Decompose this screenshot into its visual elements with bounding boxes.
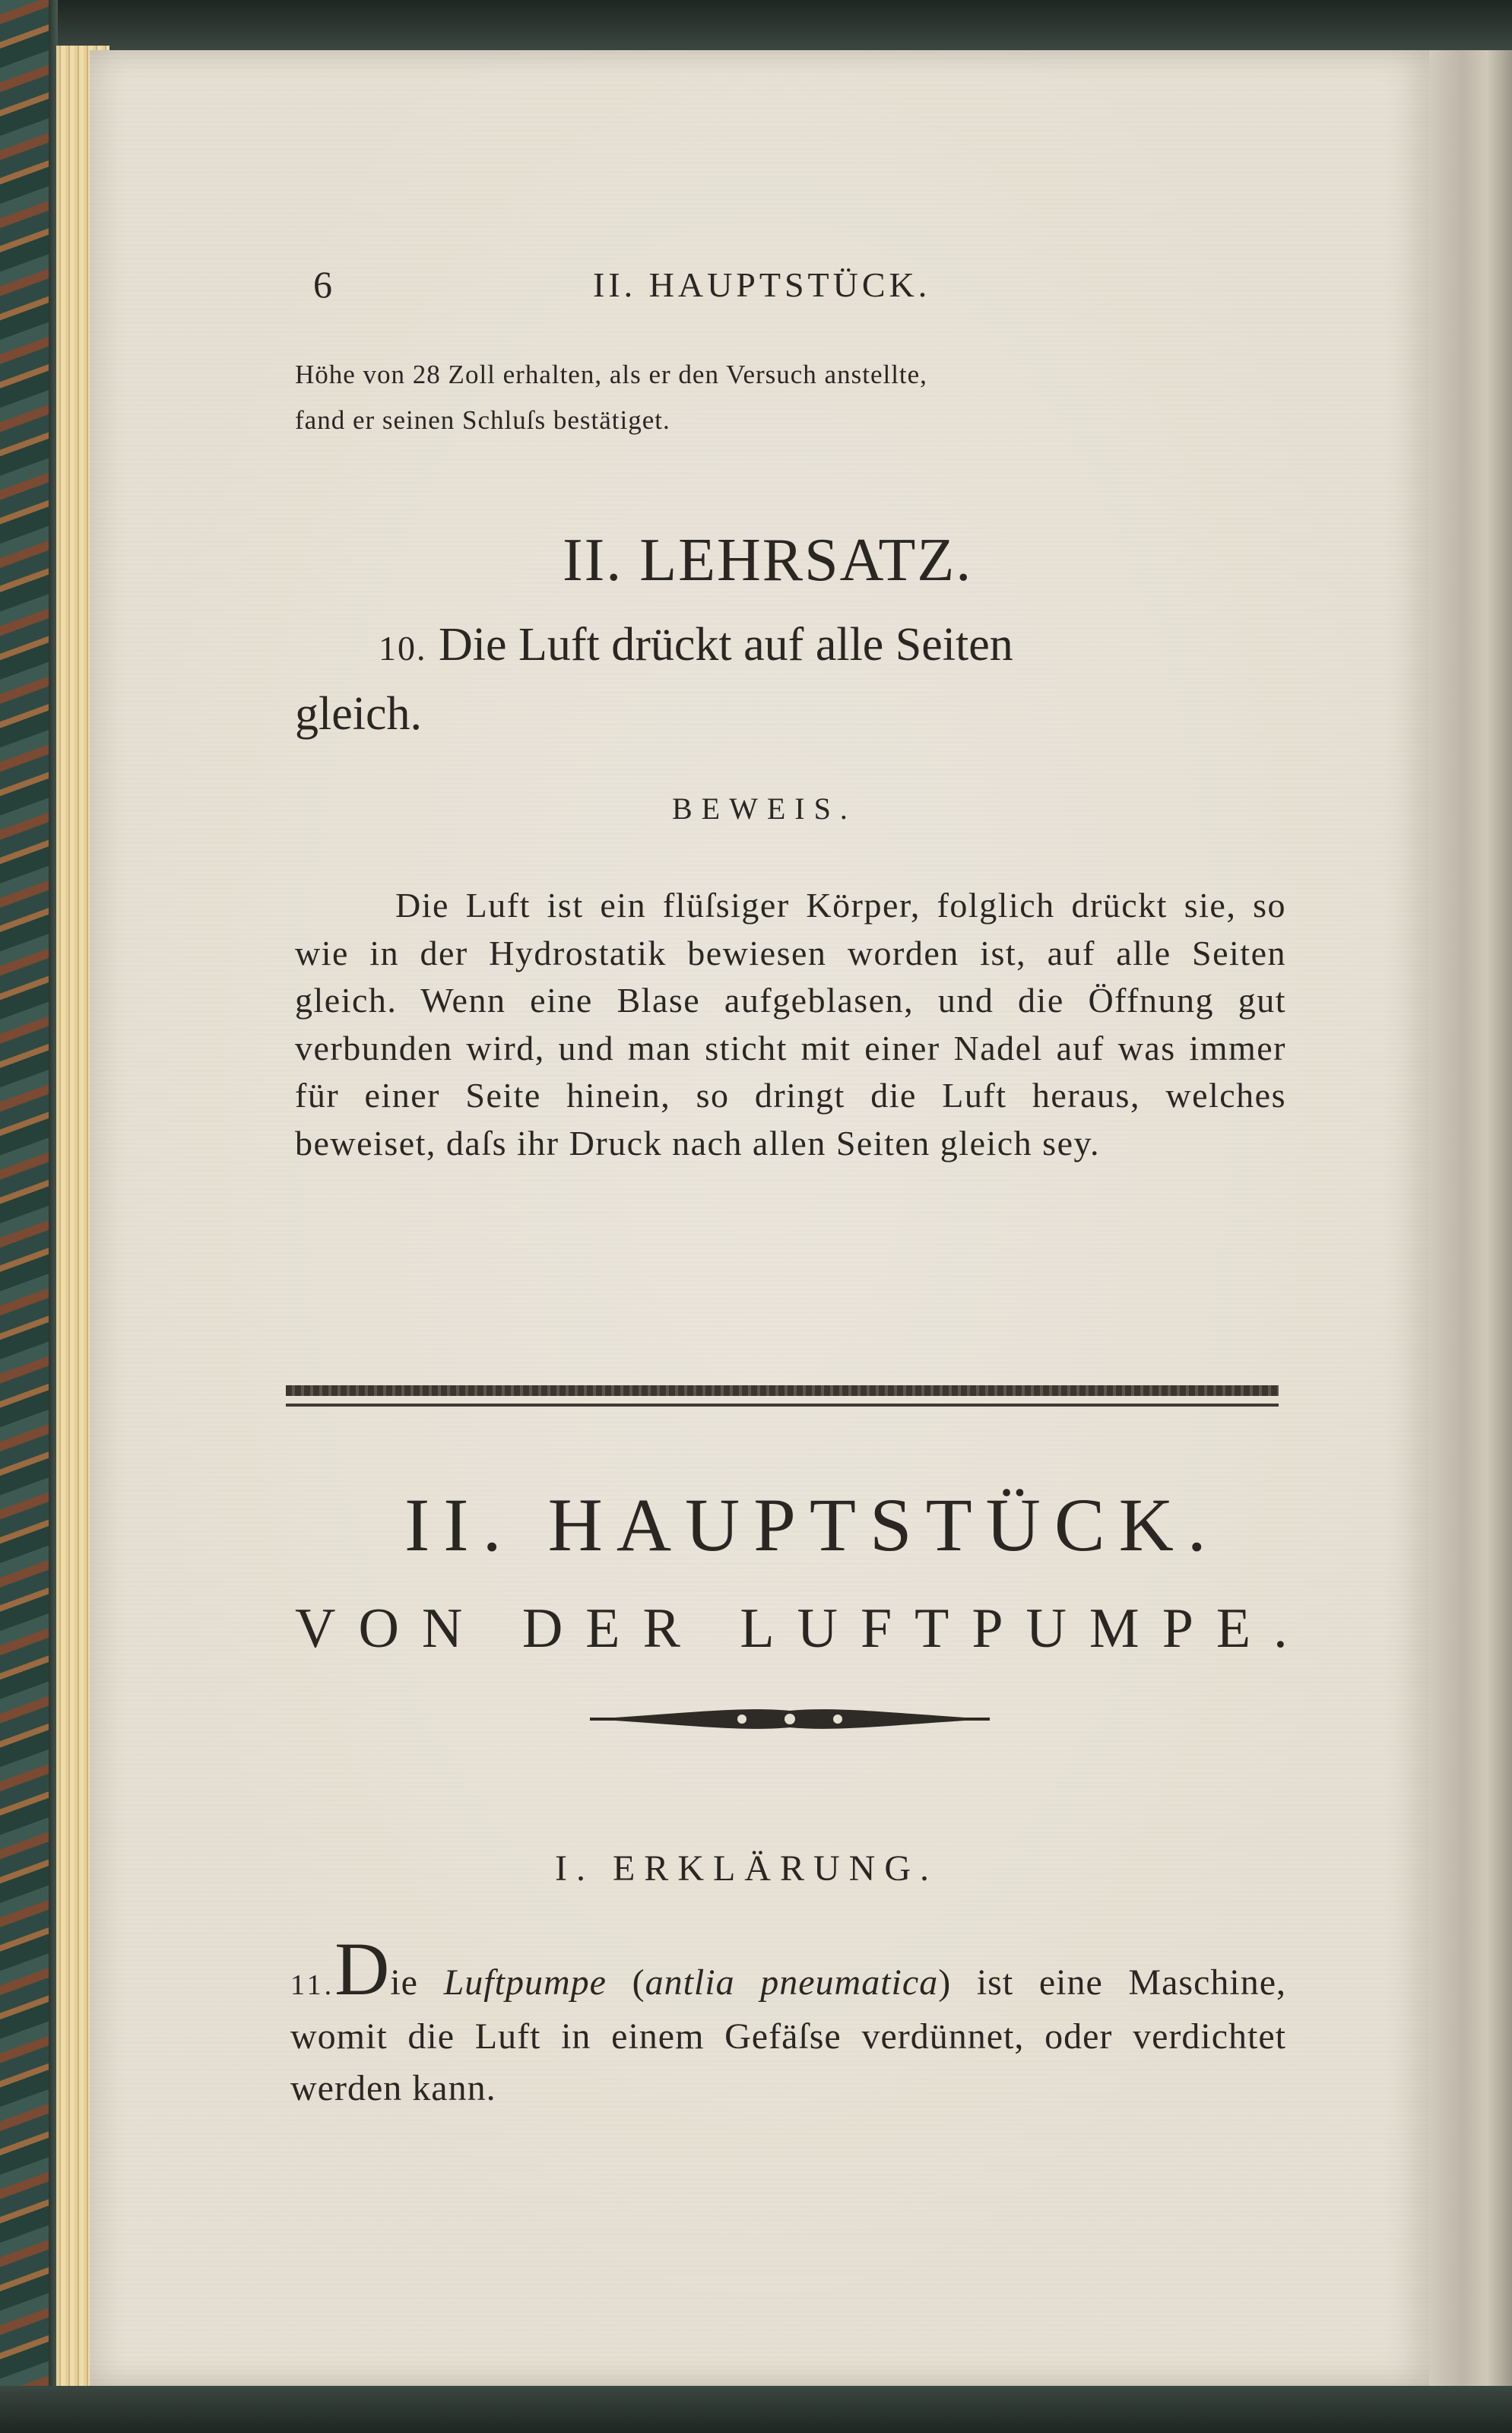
- chapter-subtitle: VON DER LUFTPUMPE.: [295, 1597, 1311, 1660]
- lehrsatz-title: II. LEHRSATZ.: [563, 527, 973, 594]
- lehrsatz-text-line-1: Die Luft drückt auf alle Seiten: [439, 619, 1013, 671]
- drop-cap: D: [334, 1927, 391, 2011]
- definition-number: 11.: [290, 1969, 335, 2001]
- erklaerung-title: I. ERKLÄRUNG.: [555, 1848, 938, 1889]
- term-luftpumpe: Luftpumpe: [443, 1962, 607, 2003]
- latin-term: antlia pneumatica: [645, 1962, 939, 2003]
- chapter-divider-thin-rule: [286, 1404, 1279, 1407]
- beweis-text: Die Luft ist ein flüſsiger Körper, folglich drückt sie, so wie in der Hydrostatik bewiesen worden ist, auf alle Seiten gleich. Wenn eine Blase aufgeblasen, und die Öffnung gut verbunden wird, und man sticht mit einer Nadel auf was immer für einer Seite hinein, so dringt die Luft heraus, welches beweiset, daſs ihr Druck nach allen Seiten gleich sey.: [295, 886, 1286, 1163]
- lehrsatz-text-line-2: gleich.: [295, 688, 422, 740]
- carryover-line-2: fand er seinen Schluſs bestätiget.: [295, 405, 670, 435]
- chapter-divider-thick-rule: [286, 1385, 1279, 1396]
- beweis-title: BEWEIS.: [672, 791, 857, 826]
- beweis-paragraph: [295, 882, 1286, 1167]
- latin-close-paren: ): [938, 1962, 952, 2003]
- scan-top-border: [0, 0, 1512, 50]
- scan-bottom-border: [0, 2386, 1512, 2433]
- page-gutter: [1429, 50, 1512, 2386]
- latin-open-paren: (: [632, 1962, 645, 2003]
- word-rest: ie: [390, 1962, 418, 2003]
- definition-paragraph: [290, 1927, 1287, 2114]
- lehrsatz-statement: [295, 612, 1286, 747]
- chapter-title: II. HAUPTSTÜCK.: [404, 1483, 1220, 1567]
- definition-text: ist eine Maschine, womit die Luft in einem Gefäſse verdünnet, oder verdichtet werden kann.: [290, 1962, 1287, 2108]
- carryover-line-1: Höhe von 28 Zoll erhalten, als er den Versuch anstellte,: [295, 360, 927, 389]
- page-number: 6: [313, 263, 332, 306]
- ornament-flourish: [590, 1700, 990, 1738]
- lehrsatz-number: 10.: [379, 629, 427, 668]
- marbled-cover: [0, 0, 55, 2433]
- running-head-title: II. HAUPTSTÜCK.: [593, 265, 931, 304]
